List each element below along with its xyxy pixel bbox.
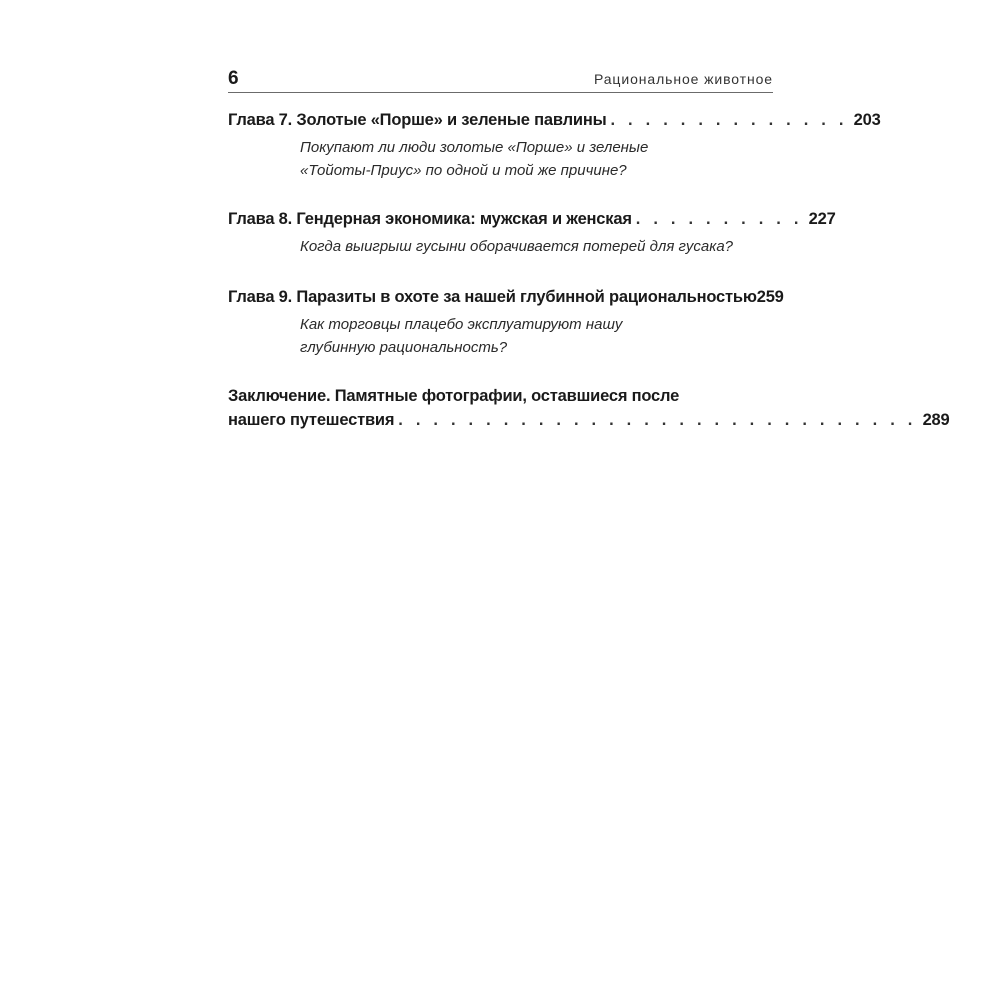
toc-title: Глава 9. Паразиты в охоте за нашей глубинной рациональностью: [228, 288, 757, 306]
toc-subtitle: [300, 136, 773, 182]
dot-leader: . . . . . . . . . . . . . . . . . . . . . . . . . . . . . .: [398, 411, 917, 429]
toc-subtitle-line: «Тойоты-Приус» по одной и той же причине?: [300, 162, 627, 179]
toc-subtitle-line: Как торговцы плацебо эксплуатируют нашу: [300, 316, 623, 333]
toc-subtitle-line: Покупают ли люди золотые «Порше» и зеленые: [300, 139, 649, 156]
toc-page: [228, 66, 950, 429]
toc-heading: [228, 108, 881, 132]
running-title: Рациональное животное: [593, 71, 773, 87]
toc-title: Заключение. Памятные фотографии, оставшиеся после: [228, 387, 680, 405]
toc-heading: [228, 408, 950, 432]
toc-entry-chapter-8[interactable]: [228, 207, 836, 258]
toc-heading: [228, 285, 784, 309]
toc-title: Глава 7. Золотые «Порше» и зеленые павлины: [228, 111, 607, 129]
page-number: 6: [228, 68, 239, 89]
toc-subtitle-line: глубинную рациональность?: [300, 339, 508, 356]
toc-subtitle: [300, 235, 773, 258]
toc-page-number: 227: [808, 210, 836, 228]
toc-page-number: 289: [922, 411, 950, 429]
dot-leader: . . . . . . . . . . . . . .: [610, 111, 848, 129]
dot-leader: . . . . . . . . . .: [635, 210, 803, 228]
running-head: [228, 66, 773, 93]
toc-subtitle: [300, 313, 773, 359]
toc-entry-conclusion[interactable]: [228, 384, 950, 432]
toc-page-number: 259: [756, 288, 784, 306]
toc-entry-chapter-9[interactable]: [228, 285, 784, 359]
toc-title-continued: нашего путешествия: [228, 411, 395, 429]
toc-title: Глава 8. Гендерная экономика: мужская и женская: [228, 210, 632, 228]
toc-page-number: 203: [853, 111, 881, 129]
toc-entry-chapter-7[interactable]: [228, 108, 881, 182]
toc-subtitle-line: Когда выигрыш гусыни оборачивается потерей для гусака?: [300, 238, 734, 255]
toc-heading: [228, 207, 836, 231]
